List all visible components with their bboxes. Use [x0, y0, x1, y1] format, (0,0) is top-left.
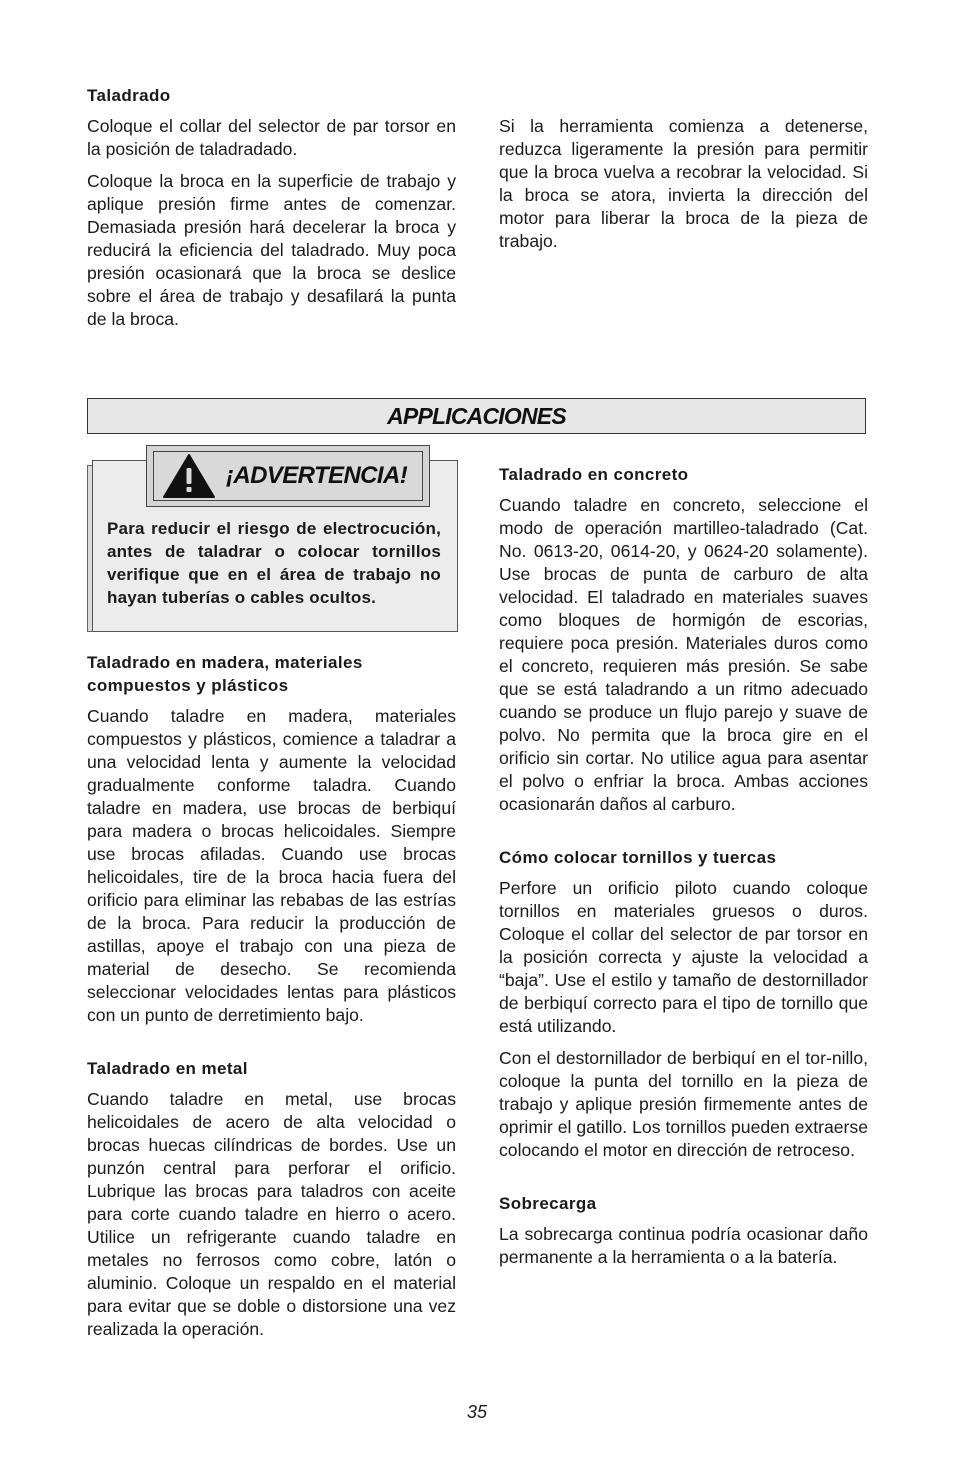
warning-header-inner — [153, 451, 423, 501]
right-column — [499, 463, 868, 1278]
warning-box — [87, 445, 456, 635]
section-banner — [87, 398, 866, 434]
metal-text: Cuando taladre en metal, use brocas helicoidales de acero de alta velocidad o brocas huecas cilíndricas de bordes. Use un punzón central para perforar el orificio. Lubrique las brocas para taladros con aceite para corte cuando taladre en hierro o acero. Utilice un refrigerante cuando taladre en metales no ferrosos como cobre, latón o aluminio. Coloque un respaldo en el material para evitar que se doble o distorsione una vez realizada la operación. — [87, 1089, 456, 1339]
left-column — [87, 651, 456, 1350]
screws-paragraph-2: Con el destornillador de berbiquí en el tor-nillo, coloque la punta del tornillo en la pieza de trabajo y aplique presión firmemente antes de oprimir el gatillo. Los tornillos pueden extraerse colocando el motor en dirección de retroceso. — [499, 1048, 868, 1160]
screws-paragraph-1: Perfore un orificio piloto cuando coloque tornillos en materiales gruesos o duros. Coloque el collar del selector de par torsor en la posición correcta y ajuste la velocidad a “baja”. Use el estilo y tamaño de destornillador de berbiquí correcto para el tipo de tornillo que está utilizando. — [499, 878, 868, 1036]
page-number: 35 — [466, 1402, 488, 1422]
drilling-continued — [499, 115, 868, 262]
drilling-heading: Taladrado — [87, 86, 171, 105]
warning-text: Para reducir el riesgo de electrocución, antes de taladrar o colocar tornillos verifique que en el área de trabajo no hayan tuberías o cables ocultos. — [107, 519, 441, 607]
section-title: APPLICACIONES — [387, 402, 566, 429]
metal-heading: Taladrado en metal — [87, 1059, 248, 1078]
warning-triangle-icon — [162, 452, 216, 500]
drilling-paragraph-3: Si la herramienta comienza a detenerse, reduzca ligeramente la presión para permitir que la broca vuelva a recobrar la velocidad. Si la broca se atora, invierta la dirección del motor para liberar la broca de la pieza de trabajo. — [499, 116, 868, 251]
wood-heading: Taladrado en madera, materiales compuestos y plásticos — [87, 653, 363, 695]
wood-text: Cuando taladre en madera, materiales compuestos y plásticos, comience a taladrar a una velocidad lenta y aumente la velocidad gradualmente conforme taladra. Cuando taladre en madera, use brocas de berbiquí para madera o brocas helicoidales. Siempre use brocas afiladas. Cuando use brocas helicoidales, tire de la broca hacia fuera del orificio para eliminar las rebabas de las estrías de la broca. Para reducir la producción de astillas, apoye el trabajo con una pieza de material de desecho. Se recomienda seleccionar velocidades lentas para plásticos con un punto de derretimiento bajo. — [87, 706, 456, 1025]
screws-heading: Cómo colocar tornillos y tuercas — [499, 848, 777, 867]
concrete-heading: Taladrado en concreto — [499, 465, 689, 484]
overload-text: La sobrecarga continua podría ocasionar daño permanente a la herramienta o a la batería. — [499, 1224, 868, 1267]
warning-title: ¡ADVERTENCIA! — [226, 462, 408, 489]
drilling-paragraph-1: Coloque el collar del selector de par torsor en la posición de taladradado. — [87, 116, 456, 159]
warning-header — [146, 445, 430, 507]
drilling-paragraph-2: Coloque la broca en la superficie de trabajo y aplique presión firme antes de comenzar. Demasiada presión hará decelerar la broca y reducirá la eficiencia del taladrado. Muy poca presión ocasionará que la broca se deslice sobre el área de trabajo y desafilará la punta de la broca. — [87, 171, 456, 329]
drilling-section — [87, 84, 456, 340]
overload-heading: Sobrecarga — [499, 1194, 597, 1213]
concrete-text: Cuando taladre en concreto, seleccione el modo de operación martilleo-taladrado (Cat. No. 0613-20, 0614-20, y 0624-20 solamente). Use brocas de punta de carburo de alta velocidad. El taladrado en materiales suaves como bloques de hormigón de escorias, requiere poca presión. Materiales duros como el concreto, requieren más presión. Se sabe que se está taladrando a un ritmo adecuado cuando se produce un flujo parejo y suave de polvo. No permita que la broca gire en el orificio sin cortar. No utilice agua para asentar el polvo o enfriar la broca. Ambas acciones ocasionarán daños al carburo. — [499, 495, 868, 814]
